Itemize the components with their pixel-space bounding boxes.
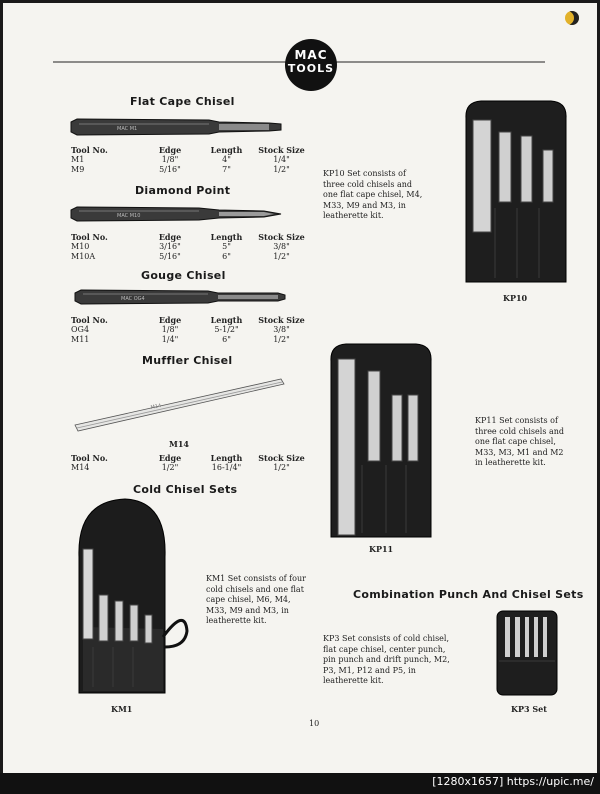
cell-edge: 5/16" [159, 165, 181, 174]
cell-edge: 3/16" [159, 242, 181, 251]
table-header-row [71, 232, 309, 242]
cell-tool-no: M14 [71, 463, 90, 472]
muffler-caption: M14 [169, 439, 189, 449]
mac-tools-logo [285, 39, 337, 91]
kp11-caption: KP11 [369, 544, 394, 554]
cell-stock-size: 3/8" [273, 325, 290, 334]
flat-cape-marking: MAC M1 [117, 126, 138, 132]
cell-tool-no: M10A [71, 252, 96, 261]
flat-cape-chisel-image [69, 117, 285, 137]
table-header-row [71, 453, 309, 463]
header-stock-size: Stock Size [258, 315, 305, 325]
cell-stock-size: 1/2" [273, 463, 290, 472]
cell-edge: 5/16" [159, 252, 181, 261]
gouge-chisel-spec-table [71, 315, 309, 345]
table-row [71, 165, 309, 175]
cell-length: 16-1/4" [211, 463, 242, 472]
gouge-chisel-image [73, 288, 289, 306]
corner-moon-icon [565, 11, 579, 25]
header-length: Length [210, 232, 243, 242]
cell-length: 7" [222, 165, 231, 174]
header-stock-size: Stock Size [258, 145, 305, 155]
table-row [71, 463, 309, 473]
diamond-point-chisel-image [69, 204, 285, 224]
cell-stock-size: 1/2" [273, 252, 290, 261]
header-edge: Edge [158, 145, 182, 155]
table-row [71, 242, 309, 252]
kp10-caption: KP10 [503, 293, 528, 303]
flat-cape-title: Flat Cape Chisel [130, 95, 235, 108]
cell-tool-no: M9 [71, 165, 85, 174]
header-tool-no: Tool No. [71, 453, 108, 463]
cell-edge: 1/8" [161, 325, 179, 334]
diamond-marking: MAC M10 [117, 213, 141, 219]
gouge-chisel-title: Gouge Chisel [141, 269, 226, 282]
header-tool-no: Tool No. [71, 145, 108, 155]
cell-stock-size: 1/2" [273, 165, 290, 174]
kp11-kit-image [328, 341, 434, 541]
logo-text-bottom: TOOLS [287, 62, 335, 75]
page-number: 10 [309, 719, 320, 728]
table-header-row [71, 315, 309, 325]
cell-stock-size: 1/2" [273, 335, 290, 344]
table-header-row [71, 145, 309, 155]
header-edge: Edge [158, 232, 182, 242]
logo-text-top: MAC [294, 48, 328, 62]
muffler-marking: M14 [150, 402, 162, 411]
kp3-description: KP3 Set consists of cold chisel, flat cape chisel, center punch, pin punch and drift punch, M2, P3, M1, P12 and P5, in leatherette kit. [323, 634, 450, 685]
cell-length: 4" [222, 155, 231, 164]
cell-tool-no: OG4 [71, 325, 90, 334]
muffler-chisel-spec-table [71, 453, 309, 473]
gouge-marking: MAC OG4 [121, 296, 145, 302]
cell-edge: 1/2" [161, 463, 179, 472]
cold-chisel-sets-title: Cold Chisel Sets [133, 483, 238, 496]
cell-length: 5" [222, 242, 231, 251]
cell-stock-size: 3/8" [273, 242, 290, 251]
km1-description: KM1 Set consists of four cold chisels and one flat cape chisel, M6, M4, M33, M9 and M3, in leatherette kit. [206, 574, 306, 625]
header-edge: Edge [158, 453, 182, 463]
table-row [71, 155, 309, 165]
table-row [71, 252, 309, 262]
diamond-point-spec-table [71, 232, 309, 262]
cell-tool-no: M1 [71, 155, 85, 164]
header-stock-size: Stock Size [258, 453, 305, 463]
header-length: Length [210, 453, 243, 463]
kp11-description: KP11 Set consists of three cold chisels and one flat cape chisel, M33, M3, M1 and M2 in leatherette kit. [475, 416, 565, 467]
header-edge: Edge [158, 315, 182, 325]
combination-sets-title: Combination Punch And Chisel Sets [353, 588, 584, 601]
diamond-point-title: Diamond Point [135, 184, 231, 197]
kp3-kit-image [495, 609, 559, 697]
header-length: Length [210, 315, 243, 325]
kp3-caption: KP3 Set [511, 704, 547, 714]
footer-text: [1280x1657] https://upic.me/ [432, 775, 594, 788]
kp10-description: KP10 Set consists of three cold chisels and one flat cape chisel, M4, M33, M9 and M3, in leatherette kit. [323, 169, 423, 220]
km1-caption: KM1 [111, 704, 133, 714]
muffler-chisel-image [71, 375, 287, 435]
header-tool-no: Tool No. [71, 315, 108, 325]
cell-edge: 1/4" [161, 335, 179, 344]
table-row [71, 335, 309, 345]
flat-cape-spec-table [71, 145, 309, 175]
table-row [71, 325, 309, 335]
header-stock-size: Stock Size [258, 232, 305, 242]
footer-bar [0, 773, 600, 794]
kp10-kit-image [463, 98, 569, 286]
header-length: Length [210, 145, 243, 155]
cell-edge: 1/8" [161, 155, 179, 164]
muffler-chisel-title: Muffler Chisel [142, 354, 233, 367]
cell-length: 6" [222, 252, 231, 261]
cell-tool-no: M11 [71, 335, 90, 344]
cell-stock-size: 1/4" [273, 155, 290, 164]
catalog-page [3, 3, 597, 773]
header-tool-no: Tool No. [71, 232, 108, 242]
cell-tool-no: M10 [71, 242, 90, 251]
km1-kit-image [73, 497, 193, 699]
cell-length: 6" [222, 335, 231, 344]
cell-length: 5-1/2" [214, 325, 239, 334]
